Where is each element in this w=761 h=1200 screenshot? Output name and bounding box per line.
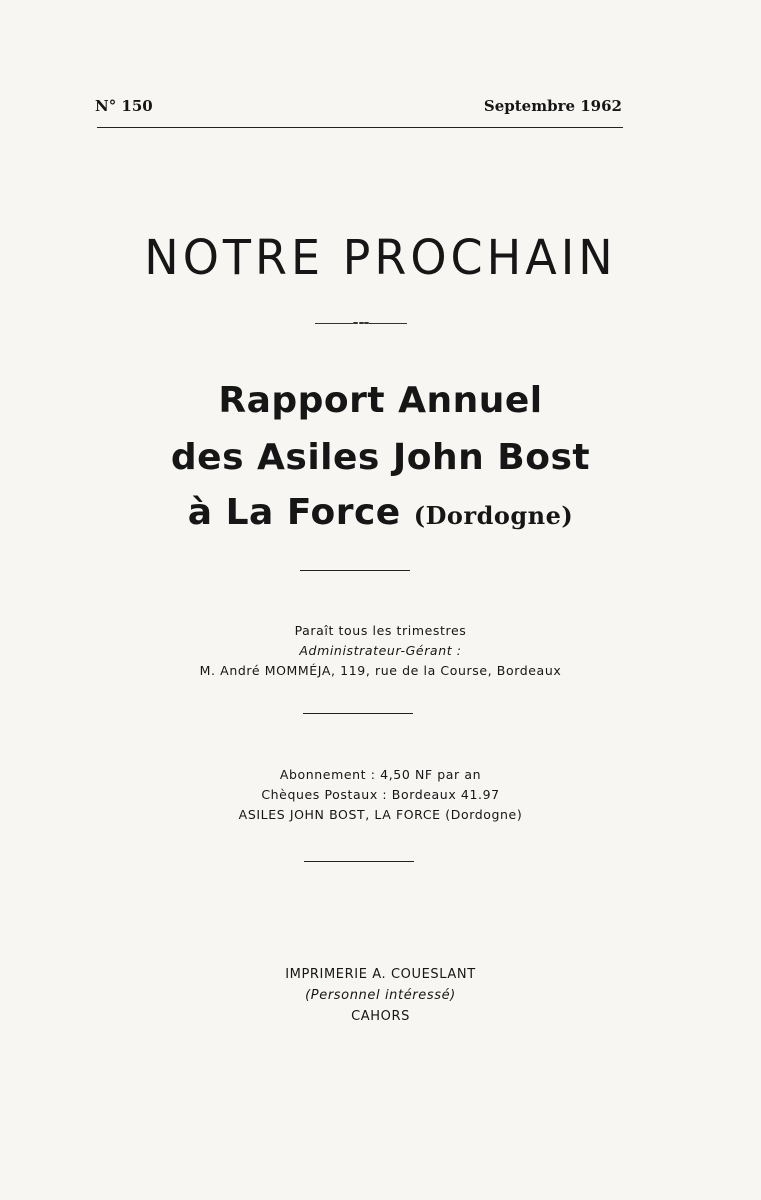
issue-number: N° 150 (95, 97, 153, 115)
issue-date: Septembre 1962 (483, 97, 622, 115)
printer-name: IMPRIMERIE A. COUESLANT (285, 967, 476, 982)
subtitle-location: (Dordogne) (413, 501, 574, 530)
payee-text: ASILES JOHN BOST, LA FORCE (Dordogne) (238, 807, 523, 822)
subtitle-line-3-text: à La Force (187, 492, 401, 533)
publication-title: NOTRE PROCHAIN (144, 228, 617, 286)
section-divider-1 (300, 570, 410, 571)
administrator-role: Administrateur-Gérant : (299, 643, 462, 658)
section-divider-3 (304, 861, 414, 862)
ornament-divider (315, 322, 407, 326)
printer-info (0, 964, 761, 1027)
subtitle-line-2: des Asiles John Bost (170, 437, 591, 478)
header-divider (97, 127, 623, 128)
frequency-text: Paraît tous les trimestres (294, 623, 467, 638)
subtitle-line-3 (0, 492, 761, 533)
printer-note: (Personnel intéressé) (305, 988, 456, 1003)
administrator-text: M. André MOMMÉJA, 119, rue de la Course, Bordeaux (199, 663, 562, 678)
subscription-info (0, 765, 761, 825)
publication-info (0, 621, 761, 681)
printer-city: CAHORS (351, 1009, 410, 1024)
subtitle-line-1: Rapport Annuel (218, 380, 543, 421)
subscription-price: Abonnement : 4,50 NF par an (279, 767, 482, 782)
section-divider-2 (303, 713, 413, 714)
postal-account: Chèques Postaux : Bordeaux 41.97 (261, 787, 500, 802)
